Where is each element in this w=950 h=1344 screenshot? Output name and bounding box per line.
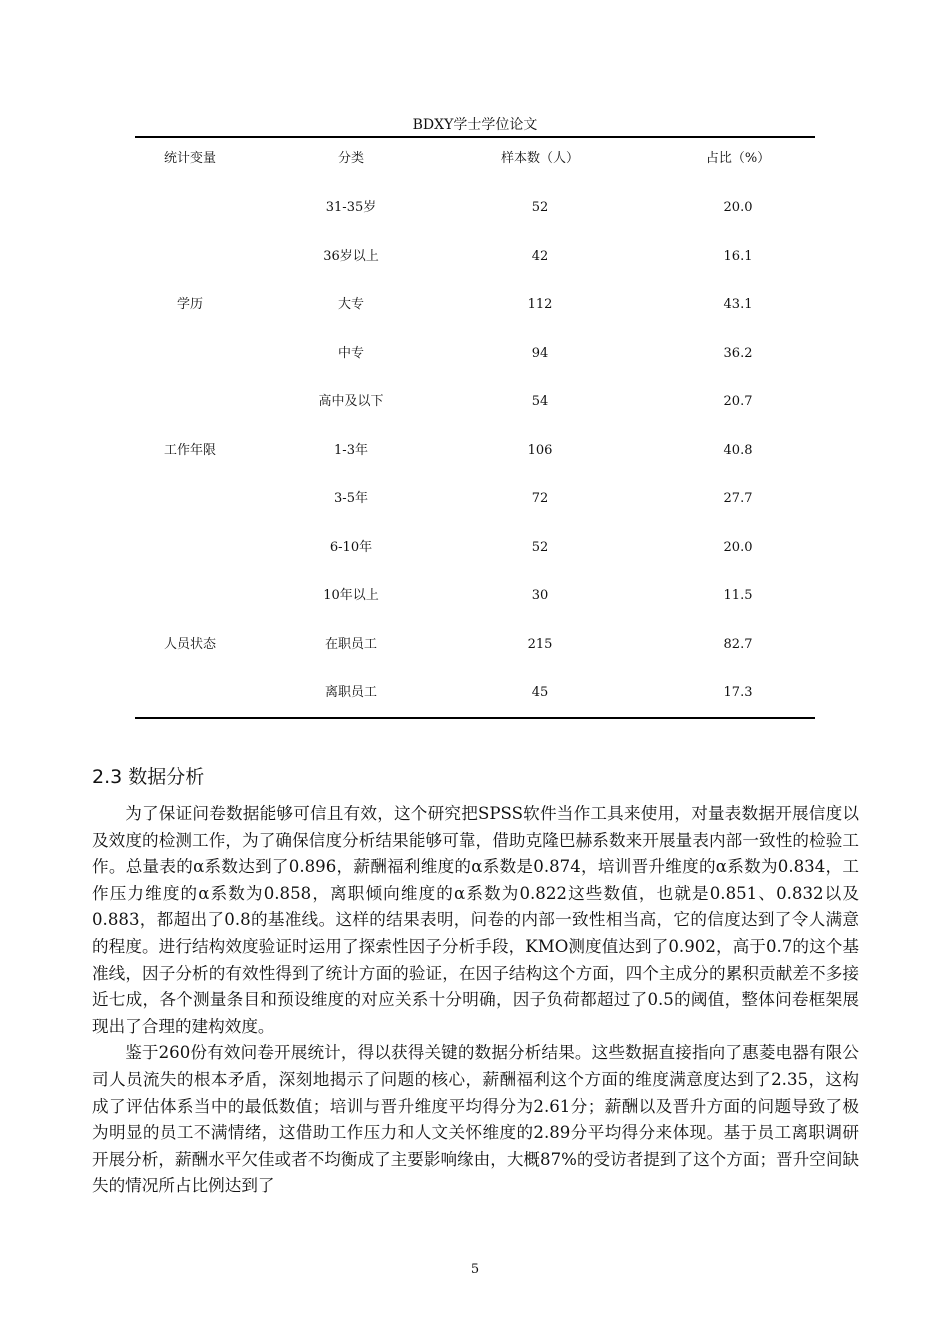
percent-cell: 20.7 xyxy=(723,394,753,409)
variable-cell: 学历 xyxy=(176,297,204,312)
column-header: 统计变量 xyxy=(163,151,217,166)
percent-cell: 16.1 xyxy=(723,248,753,264)
percent-cell: 40.8 xyxy=(723,442,753,458)
category-cell: 6-10年 xyxy=(329,539,373,555)
running-header: BDXY学士学位论文 xyxy=(412,117,538,133)
page-number: 5 xyxy=(470,1262,480,1277)
paragraph: 鉴于260份有效问卷开展统计，得以获得关键的数据分析结果。这些数据直接指向了惠菱电器有限公司人员流失的根本矛盾，深刻地揭示了问题的核心，薪酬福利这个方面的维度满意度达到了2.35，这构成了评估体系当中的最低数值；培训与晋升维度平均得分为2.61分；薪酬以及晋升方面的问题导致了极为明显的员工不满情绪，这借助工作压力和人文关怀维度的2.89分平均得分来体现。基于员工离职调研开展分析，薪酬水平欠佳或者不均衡成了主要影响缘由，大概87%的受访者提到了这个方面；晋升空间缺失的情况所占比例达到了 xyxy=(92,1043,860,1196)
count-cell: 45 xyxy=(531,685,549,700)
variable-cell: 工作年限 xyxy=(163,442,217,458)
count-cell: 215 xyxy=(527,636,553,652)
category-cell: 离职员工 xyxy=(324,685,378,700)
category-cell: 10年以上 xyxy=(323,588,379,603)
count-cell: 72 xyxy=(531,491,549,506)
count-cell: 54 xyxy=(531,394,549,409)
count-cell: 94 xyxy=(531,345,549,361)
category-cell: 31-35岁 xyxy=(325,200,377,215)
percent-cell: 20.0 xyxy=(723,539,753,555)
category-cell: 大专 xyxy=(337,297,365,312)
percent-cell: 36.2 xyxy=(723,345,753,361)
category-cell: 中专 xyxy=(337,345,365,361)
column-header: 占比（%） xyxy=(705,151,771,166)
percent-cell: 20.0 xyxy=(723,200,753,215)
count-cell: 112 xyxy=(527,297,553,312)
paragraph: 为了保证问卷数据能够可信且有效，这个研究把SPSS软件当作工具来使用，对量表数据开展信度以及效度的检测工作，为了确保信度分析结果能够可靠，借助克隆巴赫系数来开展量表内部一致性的检验工作。总量表的α系数达到了0.896，薪酬福利维度的α系数是0.874，培训晋升维度的α系数为0.834，工作压力维度的α系数为0.858，离职倾向维度的α系数为0.822这些数值，也就是0.851、0.832以及0.883，都超出了0.8的基准线。这样的结果表明，问卷的内部一致性相当高，它的信度达到了令人满意的程度。进行结构效度验证时运用了探索性因子分析手段，KMO测度值达到了0.902，高于0.7的这个基准线，因子分析的有效性得到了统计方面的验证，在因子结构这个方面，四个主成分的累积贡献差不多接近七成，各个测量条目和预设维度的对应关系十分明确，因子负荷都超过了0.5的阈值，整体问卷框架展现出了合理的建构效度。 xyxy=(92,804,859,1036)
count-cell: 106 xyxy=(527,442,553,458)
variable-cell: 人员状态 xyxy=(163,636,217,652)
category-cell: 高中及以下 xyxy=(318,394,384,409)
table-top-rule xyxy=(135,136,815,138)
count-cell: 42 xyxy=(531,248,549,264)
column-header: 分类 xyxy=(337,151,365,166)
section-heading: 2.3 数据分析 xyxy=(92,766,205,788)
percent-cell: 82.7 xyxy=(723,636,753,652)
table-bottom-rule xyxy=(135,717,815,719)
category-cell: 1-3年 xyxy=(334,442,368,458)
category-cell: 3-5年 xyxy=(334,491,368,506)
section-body xyxy=(92,801,859,1200)
count-cell: 30 xyxy=(531,588,549,603)
count-cell: 52 xyxy=(531,539,549,555)
category-cell: 在职员工 xyxy=(324,636,378,652)
percent-cell: 27.7 xyxy=(723,491,753,506)
percent-cell: 17.3 xyxy=(723,685,753,700)
count-cell: 52 xyxy=(531,200,549,215)
percent-cell: 43.1 xyxy=(723,297,753,312)
category-cell: 36岁以上 xyxy=(323,248,379,264)
percent-cell: 11.5 xyxy=(723,588,753,603)
column-header: 样本数（人） xyxy=(500,151,580,166)
